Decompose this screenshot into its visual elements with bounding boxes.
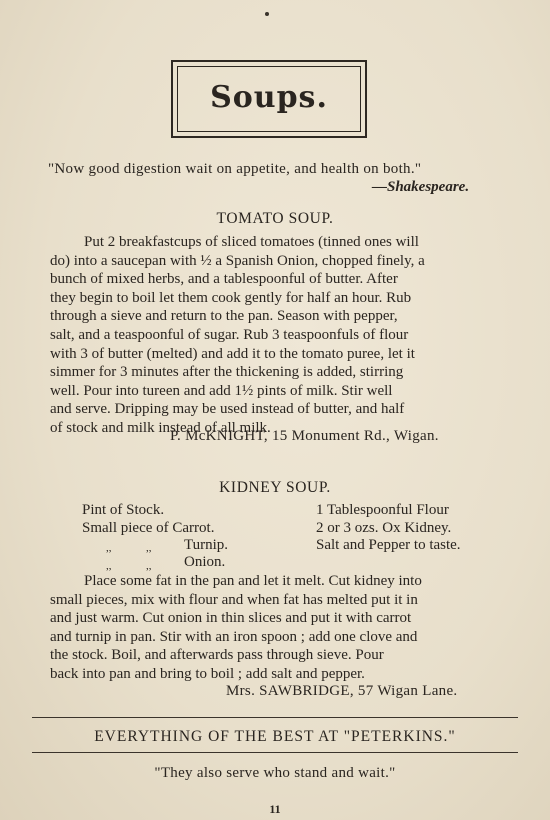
recipe-line: they begin to boil let them cook gently for half an hour. Rub — [50, 289, 412, 306]
recipe-line: with 3 of butter (melted) and add it to the tomato puree, let it — [50, 345, 415, 362]
ingredient-onion: Onion. — [184, 554, 226, 570]
ornament-dot — [265, 12, 269, 16]
recipe-line: bunch of mixed herbs, and a tablespoonful of butter. After — [50, 271, 398, 288]
title-frame — [171, 60, 367, 138]
motto: "They also serve who stand and wait." — [154, 765, 396, 781]
ditto-mark: ,, — [146, 560, 152, 572]
advertisement: EVERYTHING OF THE BEST AT "PETERKINS." — [94, 728, 456, 745]
divider-bottom — [32, 752, 518, 753]
epigraph-quote: "Now good digestion wait on appetite, and health on both." — [48, 161, 422, 177]
recipe-line: salt, and a teaspoonful of sugar. Rub 3 teaspoonfuls of flour — [50, 326, 409, 343]
recipe-line: the stock. Boil, and afterwards pass through sieve. Pour — [50, 647, 384, 664]
recipe-line: and just warm. Cut onion in thin slices and put it with carrot — [50, 610, 412, 627]
ingredient-right: Salt and Pepper to taste. — [316, 537, 461, 553]
tomato-soup-recipe — [50, 233, 500, 438]
recipe-line: Place some fat in the pan and let it melt. Cut kidney into — [84, 573, 422, 589]
page-number: 11 — [269, 802, 281, 816]
ingredient-right: 2 or 3 ozs. Ox Kidney. — [316, 520, 452, 536]
recipe-line: through a sieve and return to the pan. Season with pepper, — [50, 308, 398, 325]
ingredient-left: Small piece of Carrot. — [82, 520, 215, 536]
kidney-soup-heading: KIDNEY SOUP. — [219, 479, 331, 496]
tomato-soup-heading: TOMATO SOUP. — [216, 210, 334, 227]
ditto-mark: ,, — [106, 542, 112, 554]
recipe-line: and serve. Dripping may be used instead of butter, and half — [50, 401, 405, 418]
kidney-soup-contributor: Mrs. SAWBRIDGE, 57 Wigan Lane. — [226, 683, 458, 699]
ingredient-turnip: Turnip. — [184, 537, 229, 553]
recipe-line: do) into a saucepan with ½ a Spanish Onion, chopped finely, a — [50, 252, 425, 269]
recipe-line: back into pan and bring to boil ; add salt and pepper. — [50, 665, 365, 682]
epigraph-attribution: —Shakespeare. — [372, 179, 470, 195]
tomato-soup-contributor: P. McKNIGHT, 15 Monument Rd., Wigan. — [170, 428, 439, 444]
recipe-line: Put 2 breakfastcups of sliced tomatoes (tinned ones will — [84, 234, 419, 250]
ditto-mark: ,, — [146, 542, 152, 554]
recipe-line: small pieces, mix with flour and when fat has melted put it in — [50, 591, 418, 608]
ditto-mark: ,, — [106, 560, 112, 572]
kidney-soup-recipe — [50, 572, 500, 684]
divider-top — [32, 717, 518, 718]
page-title: Soups. — [210, 80, 328, 115]
recipe-line: well. Pour into tureen and add 1½ pints of milk. Stir well — [50, 382, 393, 399]
ingredient-left: Pint of Stock. — [82, 502, 165, 518]
recipe-line: simmer for 3 minutes after the thickening is added, stirring — [50, 364, 404, 381]
recipe-line: of stock and milk instead of all milk. — [50, 419, 271, 436]
ingredient-right: 1 Tablespoonful Flour — [316, 502, 449, 518]
recipe-line: and turnip in pan. Stir with an iron spoon ; add one clove and — [50, 628, 418, 645]
